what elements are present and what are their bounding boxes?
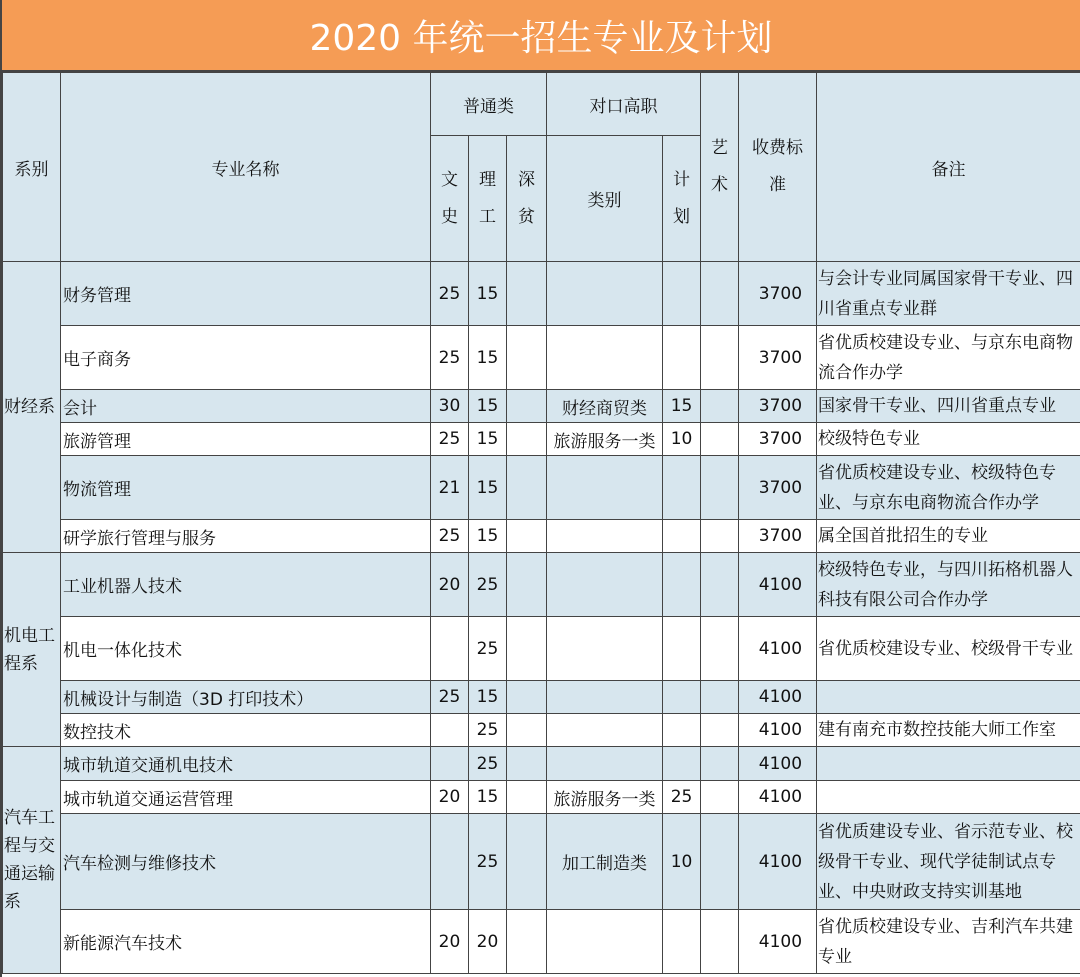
header-remark: 备注 bbox=[817, 73, 1080, 262]
major-cell: 工业机器人技术 bbox=[61, 553, 431, 617]
fee-cell: 4100 bbox=[739, 681, 817, 714]
remark-cell: 省优质校建设专业、吉利汽车共建专业 bbox=[817, 910, 1080, 974]
plan-cell bbox=[663, 456, 701, 520]
shenpin-cell bbox=[507, 553, 547, 617]
wenshi-cell: 20 bbox=[431, 910, 469, 974]
fee-cell: 4100 bbox=[739, 747, 817, 781]
plan-cell bbox=[663, 910, 701, 974]
ligong-cell: 20 bbox=[469, 910, 507, 974]
table-row bbox=[3, 520, 1080, 553]
fee-cell: 3700 bbox=[739, 423, 817, 456]
dept-cell: 机电工程系 bbox=[3, 553, 61, 747]
art-cell bbox=[701, 747, 739, 781]
ligong-cell: 15 bbox=[469, 423, 507, 456]
category-cell bbox=[547, 520, 663, 553]
header-ligong-2: 工 bbox=[479, 206, 496, 227]
header-category: 类别 bbox=[547, 136, 663, 262]
header-art bbox=[701, 73, 739, 262]
header-shenpin-1: 深 bbox=[518, 169, 536, 190]
ligong-cell: 15 bbox=[469, 326, 507, 390]
remark-cell: 校级特色专业，与四川拓格机器人科技有限公司合作办学 bbox=[817, 553, 1080, 617]
art-cell bbox=[701, 781, 739, 814]
category-cell bbox=[547, 681, 663, 714]
header-art-1: 艺 bbox=[711, 138, 729, 158]
table-row bbox=[3, 553, 1080, 617]
plan-cell bbox=[663, 326, 701, 390]
wenshi-cell: 25 bbox=[431, 262, 469, 326]
shenpin-cell bbox=[507, 910, 547, 974]
fee-cell: 4100 bbox=[739, 553, 817, 617]
plan-cell: 15 bbox=[663, 390, 701, 423]
remark-cell: 省优质校建设专业、校级骨干专业 bbox=[817, 617, 1080, 681]
art-cell bbox=[701, 714, 739, 747]
table-row bbox=[3, 814, 1080, 910]
shenpin-cell bbox=[507, 423, 547, 456]
major-cell: 新能源汽车技术 bbox=[61, 910, 431, 974]
shenpin-cell bbox=[507, 520, 547, 553]
remark-cell: 建有南充市数控技能大师工作室 bbox=[817, 714, 1080, 747]
plan-cell bbox=[663, 714, 701, 747]
ligong-cell: 15 bbox=[469, 262, 507, 326]
major-cell: 数控技术 bbox=[61, 714, 431, 747]
enrollment-table bbox=[2, 72, 1080, 974]
art-cell bbox=[701, 262, 739, 326]
shenpin-cell bbox=[507, 747, 547, 781]
header-ligong-1: 理 bbox=[479, 169, 496, 190]
category-cell: 加工制造类 bbox=[547, 814, 663, 910]
fee-cell: 4100 bbox=[739, 781, 817, 814]
major-cell: 物流管理 bbox=[61, 456, 431, 520]
ligong-cell: 25 bbox=[469, 747, 507, 781]
remark-cell bbox=[817, 681, 1080, 714]
ligong-cell: 15 bbox=[469, 681, 507, 714]
category-cell bbox=[547, 747, 663, 781]
major-cell: 机械设计与制造（3D 打印技术） bbox=[61, 681, 431, 714]
ligong-cell: 15 bbox=[469, 781, 507, 814]
table-row bbox=[3, 456, 1080, 520]
table-row bbox=[3, 910, 1080, 974]
category-cell bbox=[547, 910, 663, 974]
wenshi-cell bbox=[431, 714, 469, 747]
major-cell: 城市轨道交通机电技术 bbox=[61, 747, 431, 781]
art-cell bbox=[701, 617, 739, 681]
shenpin-cell bbox=[507, 781, 547, 814]
fee-cell: 4100 bbox=[739, 617, 817, 681]
major-cell: 电子商务 bbox=[61, 326, 431, 390]
shenpin-cell bbox=[507, 617, 547, 681]
major-cell: 城市轨道交通运营管理 bbox=[61, 781, 431, 814]
wenshi-cell: 25 bbox=[431, 520, 469, 553]
wenshi-cell: 30 bbox=[431, 390, 469, 423]
art-cell bbox=[701, 423, 739, 456]
header-duikou: 对口高职 bbox=[547, 73, 701, 136]
category-cell: 旅游服务一类 bbox=[547, 423, 663, 456]
ligong-cell: 25 bbox=[469, 714, 507, 747]
table-row bbox=[3, 747, 1080, 781]
header-shenpin bbox=[507, 136, 547, 262]
category-cell: 旅游服务一类 bbox=[547, 781, 663, 814]
header-wenshi-2: 史 bbox=[441, 206, 458, 227]
remark-cell: 国家骨干专业、四川省重点专业 bbox=[817, 390, 1080, 423]
table-row bbox=[3, 681, 1080, 714]
wenshi-cell bbox=[431, 747, 469, 781]
shenpin-cell bbox=[507, 326, 547, 390]
art-cell bbox=[701, 326, 739, 390]
fee-cell: 3700 bbox=[739, 456, 817, 520]
wenshi-cell: 21 bbox=[431, 456, 469, 520]
category-cell bbox=[547, 553, 663, 617]
header-regular: 普通类 bbox=[431, 73, 547, 136]
shenpin-cell bbox=[507, 262, 547, 326]
plan-cell: 25 bbox=[663, 781, 701, 814]
wenshi-cell: 25 bbox=[431, 681, 469, 714]
header-dept: 系别 bbox=[3, 73, 61, 262]
art-cell bbox=[701, 814, 739, 910]
shenpin-cell bbox=[507, 390, 547, 423]
table-row bbox=[3, 714, 1080, 747]
table-row bbox=[3, 617, 1080, 681]
major-cell: 研学旅行管理与服务 bbox=[61, 520, 431, 553]
wenshi-cell bbox=[431, 814, 469, 910]
plan-cell bbox=[663, 553, 701, 617]
ligong-cell: 25 bbox=[469, 617, 507, 681]
remark-cell: 与会计专业同属国家骨干专业、四川省重点专业群 bbox=[817, 262, 1080, 326]
ligong-cell: 15 bbox=[469, 520, 507, 553]
header-plan-2: 划 bbox=[673, 206, 691, 227]
wenshi-cell: 20 bbox=[431, 781, 469, 814]
dept-cell: 财经系 bbox=[3, 262, 61, 553]
header-art-2: 术 bbox=[711, 175, 729, 195]
page-title: 2020 年统一招生专业及计划 bbox=[2, 0, 1080, 72]
major-cell: 财务管理 bbox=[61, 262, 431, 326]
wenshi-cell: 25 bbox=[431, 423, 469, 456]
table-row bbox=[3, 262, 1080, 326]
ligong-cell: 15 bbox=[469, 390, 507, 423]
wenshi-cell bbox=[431, 617, 469, 681]
art-cell bbox=[701, 681, 739, 714]
header-ligong bbox=[469, 136, 507, 262]
art-cell bbox=[701, 910, 739, 974]
header-wenshi-1: 文 bbox=[441, 169, 458, 190]
fee-cell: 3700 bbox=[739, 520, 817, 553]
dept-cell: 汽车工程与交通运输系 bbox=[3, 747, 61, 974]
shenpin-cell bbox=[507, 456, 547, 520]
art-cell bbox=[701, 520, 739, 553]
header-shenpin-2: 贫 bbox=[518, 206, 536, 227]
plan-cell bbox=[663, 617, 701, 681]
header-fee-2: 准 bbox=[769, 175, 787, 195]
fee-cell: 3700 bbox=[739, 262, 817, 326]
fee-cell: 3700 bbox=[739, 326, 817, 390]
plan-cell: 10 bbox=[663, 423, 701, 456]
plan-cell bbox=[663, 262, 701, 326]
table-row bbox=[3, 390, 1080, 423]
header-fee bbox=[739, 73, 817, 262]
major-cell: 机电一体化技术 bbox=[61, 617, 431, 681]
table-row bbox=[3, 326, 1080, 390]
fee-cell: 4100 bbox=[739, 714, 817, 747]
shenpin-cell bbox=[507, 814, 547, 910]
plan-cell bbox=[663, 747, 701, 781]
category-cell bbox=[547, 714, 663, 747]
art-cell bbox=[701, 456, 739, 520]
header-fee-1: 收费标 bbox=[752, 138, 804, 158]
category-cell bbox=[547, 326, 663, 390]
shenpin-cell bbox=[507, 714, 547, 747]
header-major: 专业名称 bbox=[61, 73, 431, 262]
category-cell bbox=[547, 262, 663, 326]
header-wenshi bbox=[431, 136, 469, 262]
major-cell: 汽车检测与维修技术 bbox=[61, 814, 431, 910]
remark-cell: 校级特色专业 bbox=[817, 423, 1080, 456]
wenshi-cell: 20 bbox=[431, 553, 469, 617]
major-cell: 会计 bbox=[61, 390, 431, 423]
table-row bbox=[3, 781, 1080, 814]
header-plan bbox=[663, 136, 701, 262]
plan-cell bbox=[663, 520, 701, 553]
fee-cell: 3700 bbox=[739, 390, 817, 423]
header-plan-1: 计 bbox=[673, 169, 691, 190]
shenpin-cell bbox=[507, 681, 547, 714]
remark-cell: 省优质校建设专业、与京东电商物流合作办学 bbox=[817, 326, 1080, 390]
remark-cell bbox=[817, 747, 1080, 781]
category-cell bbox=[547, 617, 663, 681]
major-cell: 旅游管理 bbox=[61, 423, 431, 456]
fee-cell: 4100 bbox=[739, 910, 817, 974]
wenshi-cell: 25 bbox=[431, 326, 469, 390]
ligong-cell: 25 bbox=[469, 553, 507, 617]
plan-cell: 10 bbox=[663, 814, 701, 910]
category-cell: 财经商贸类 bbox=[547, 390, 663, 423]
remark-cell bbox=[817, 781, 1080, 814]
fee-cell: 4100 bbox=[739, 814, 817, 910]
ligong-cell: 25 bbox=[469, 814, 507, 910]
category-cell bbox=[547, 456, 663, 520]
plan-cell bbox=[663, 681, 701, 714]
art-cell bbox=[701, 390, 739, 423]
art-cell bbox=[701, 553, 739, 617]
remark-cell: 省优质校建设专业、校级特色专业、与京东电商物流合作办学 bbox=[817, 456, 1080, 520]
ligong-cell: 15 bbox=[469, 456, 507, 520]
remark-cell: 属全国首批招生的专业 bbox=[817, 520, 1080, 553]
remark-cell: 省优质建设专业、省示范专业、校级骨干专业、现代学徒制试点专业、中央财政支持实训基地 bbox=[817, 814, 1080, 910]
table-row bbox=[3, 423, 1080, 456]
